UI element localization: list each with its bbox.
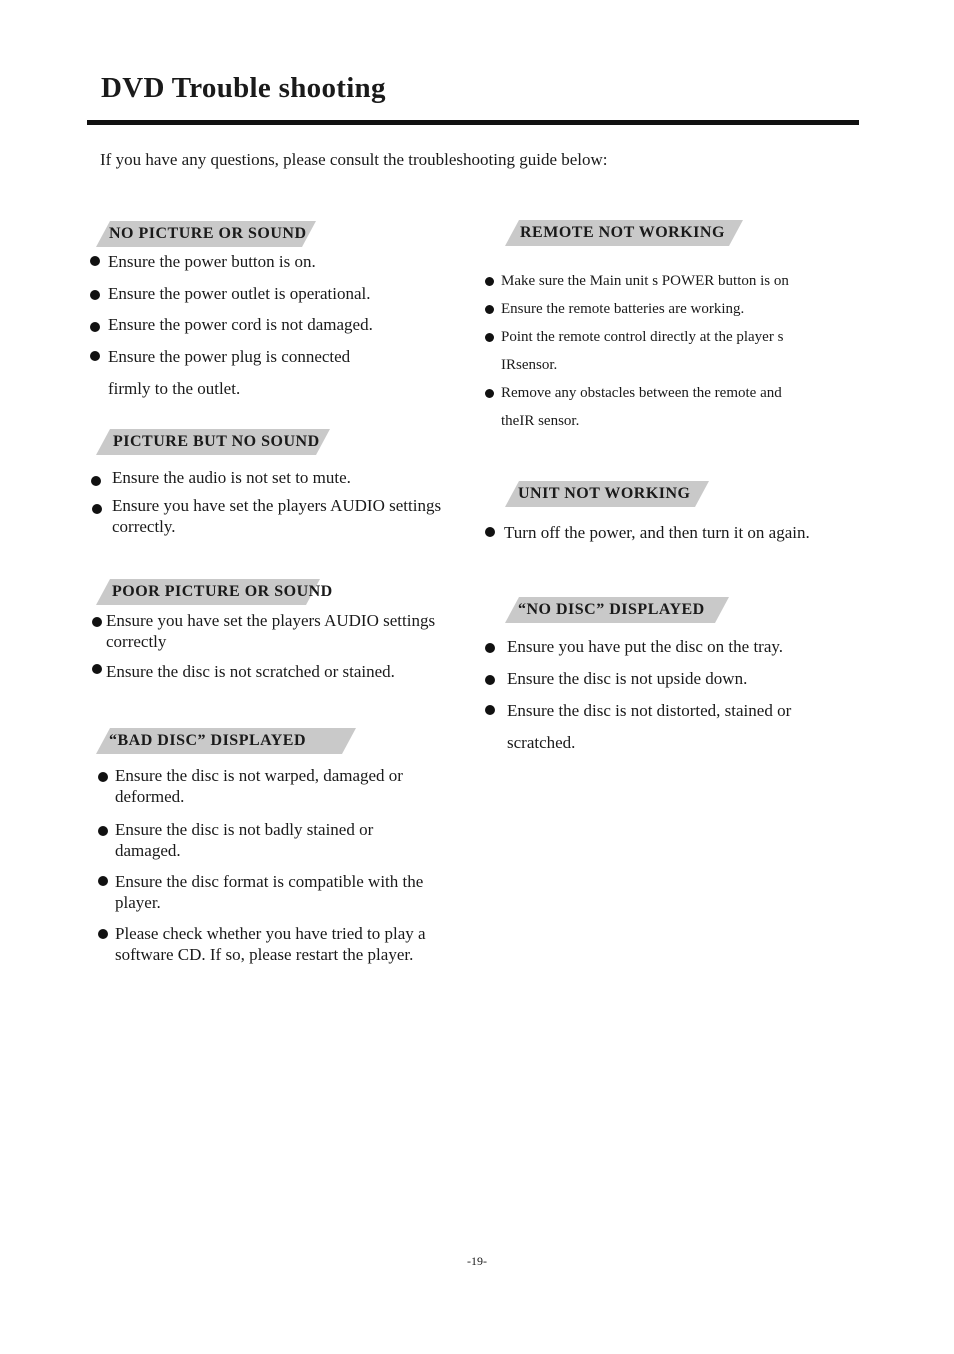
list-item: Remove any obstacles between the remote and [501,384,782,402]
bullet-icon [98,826,108,836]
bullet-icon [485,643,495,653]
list-item: Please check whether you have tried to play a software CD. If so, please restart the player. [115,923,485,965]
bullet-icon [90,322,100,332]
list-item: Ensure the disc is not distorted, stained or [507,700,791,721]
section-heading: UNIT NOT WORKING [505,481,709,507]
section-picture-but-no-sound [96,429,330,455]
bullet-icon [98,876,108,886]
page-number: -19- [467,1254,487,1268]
list-item: Point the remote control directly at the player s [501,328,783,346]
section-no-disc-displayed [505,597,729,623]
list-item: Ensure the disc is not warped, damaged or deformed. [115,765,465,807]
section-no-picture-or-sound [96,221,466,247]
bullet-icon [485,305,494,314]
bullet-icon [91,476,101,486]
bullet-icon [485,705,495,715]
bullet-icon [485,675,495,685]
section-bad-disc-displayed [96,728,356,754]
list-item: Ensure the disc is not scratched or stained. [106,661,395,682]
section-heading: REMOTE NOT WORKING [505,220,743,246]
bullet-icon [90,351,100,361]
list-item-continuation: IRsensor. [501,357,558,373]
list-item: Make sure the Main unit s POWER button is on [501,272,789,290]
bullet-icon [485,389,494,398]
bullet-icon [98,772,108,782]
section-heading: NO PICTURE OR SOUND [96,221,316,247]
list-item: Ensure you have set the players AUDIO settings correctly. [112,495,452,537]
list-item: Ensure the disc is not badly stained or damaged. [115,819,435,861]
section-poor-picture-or-sound [96,579,333,605]
list-item-continuation: theIR sensor. [501,413,580,429]
page-title: DVD Trouble shooting [101,72,386,104]
bullet-icon [90,256,100,266]
list-item: Ensure the power cord is not damaged. [108,314,373,335]
list-item: Ensure the audio is not set to mute. [112,467,351,488]
list-item: Ensure the power plug is connected [108,346,350,367]
list-item-continuation: firmly to the outlet. [108,379,241,398]
bullet-icon [92,617,102,627]
list-item: Ensure you have put the disc on the tray. [507,636,783,657]
title-divider [87,120,859,125]
list-item: Ensure you have set the players AUDIO settings correctly [106,610,446,652]
list-item: Ensure the disc format is compatible with the player. [115,871,455,913]
bullet-icon [92,504,102,514]
section-heading: “NO DISC” DISPLAYED [505,597,729,623]
intro-text: If you have any questions, please consult the troubleshooting guide below: [100,150,608,169]
bullet-icon [485,277,494,286]
section-heading: PICTURE BUT NO SOUND [96,429,330,455]
bullet-icon [92,664,102,674]
list-item: Ensure the power button is on. [108,251,316,272]
list-item: Ensure the remote batteries are working. [501,300,744,318]
list-item: Ensure the disc is not upside down. [507,668,747,689]
section-remote-not-working [505,220,743,246]
section-heading: POOR PICTURE OR SOUND [96,579,320,605]
section-unit-not-working [505,481,709,507]
bullet-icon [90,290,100,300]
bullet-icon [485,527,495,537]
bullet-icon [98,929,108,939]
list-item: Ensure the power outlet is operational. [108,283,370,304]
list-item: Turn off the power, and then turn it on again. [504,522,810,543]
list-item-continuation: scratched. [507,733,576,752]
section-heading: “BAD DISC” DISPLAYED [96,728,356,754]
bullet-icon [485,333,494,342]
